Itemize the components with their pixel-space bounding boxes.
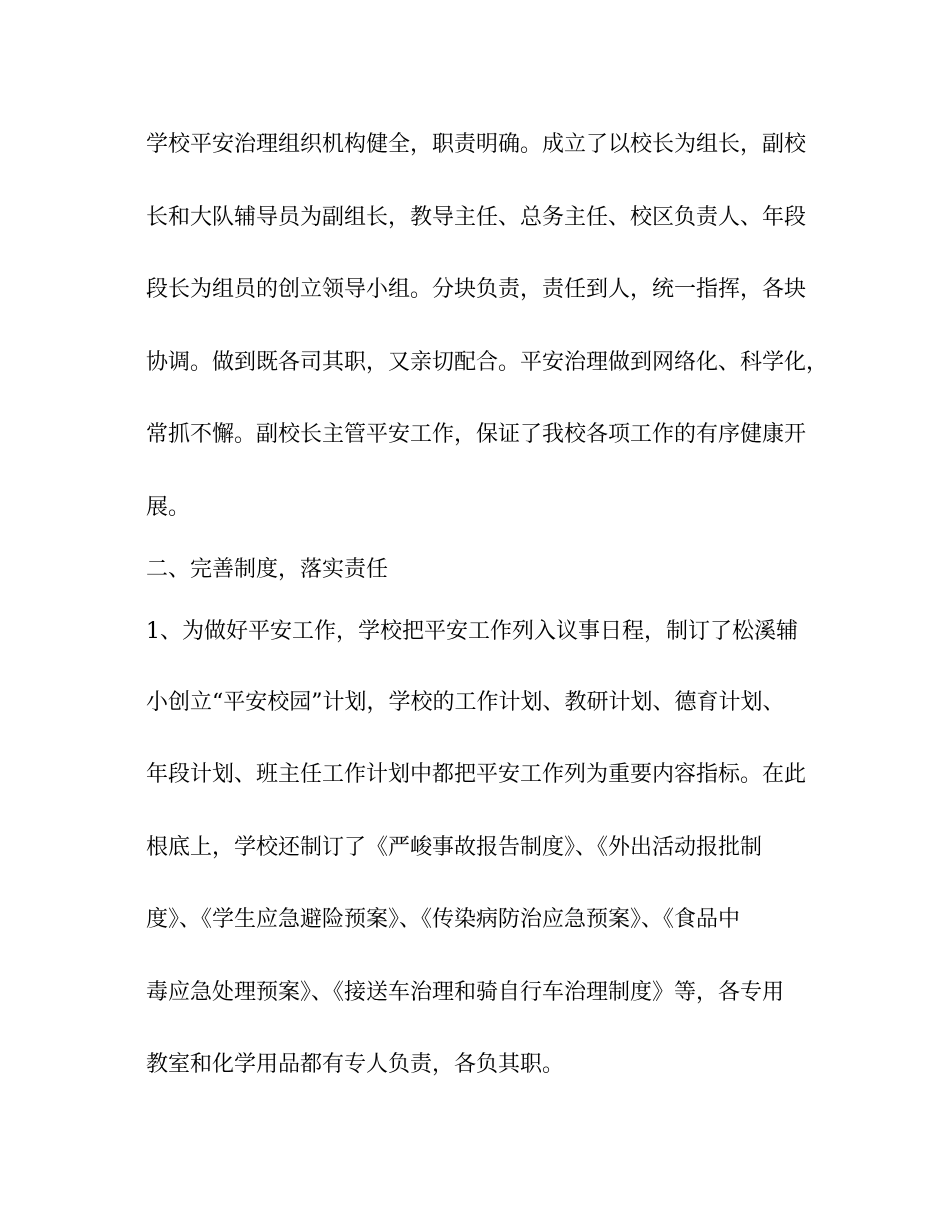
- paragraph-line: 小创立“平安校园”计划，学校的工作计划、教研计划、德育计划、: [146, 690, 785, 715]
- paragraph-line: 段长为组员的创立领导小组。分块负责，责任到人，统一指挥，各块: [146, 277, 807, 302]
- paragraph-line: 1、为做好平安工作，学校把平安工作列入议事日程，制订了松溪辅: [146, 619, 798, 644]
- paragraph-line: 展。: [146, 495, 191, 520]
- paragraph-line: 学校平安治理组织机构健全，职责明确。成立了以校长为组长，副校: [146, 132, 807, 157]
- paragraph-line: 教室和化学用品都有专人负责，各负其职。: [146, 1052, 565, 1077]
- paragraph-line: 毒应急处理预案》、《接送车治理和骑自行车治理制度》等，各专用: [146, 980, 785, 1005]
- paragraph-line: 度》、《学生应急避险预案》、《传染病防治应急预案》、《食品中: [146, 907, 741, 932]
- paragraph-line: 年段计划、班主任工作计划中都把平安工作列为重要内容指标。在此: [146, 762, 807, 787]
- paragraph-line: 长和大队辅导员为副组长，教导主任、总务主任、校区负责人、年段: [146, 205, 807, 230]
- paragraph-line: 根底上，学校还制订了《严峻事故报告制度》、《外出活动报批制: [146, 835, 763, 860]
- section-heading: 二、完善制度，落实责任: [146, 557, 389, 582]
- paragraph-line: 协调。做到既各司其职，又亲切配合。平安治理做到网络化、科学化，: [146, 350, 829, 375]
- paragraph-line: 常抓不懈。副校长主管平安工作，保证了我校各项工作的有序健康开: [146, 422, 807, 447]
